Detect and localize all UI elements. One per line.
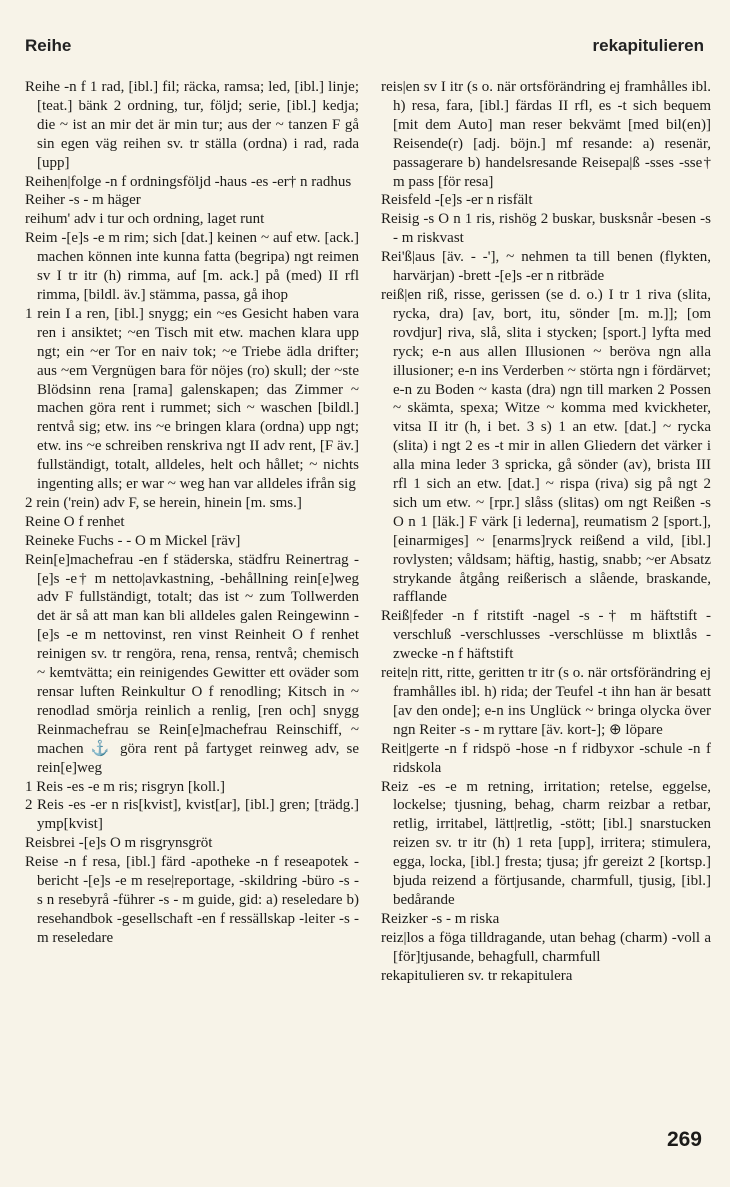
entry-reizker: Reizker -s - m riska [381, 910, 500, 927]
entry-reisig: Reisig -s O n 1 ris, rishög 2 buskar, busksnår -besen -s - m riskvast [381, 211, 711, 247]
entry-reiz: Reiz -es -e m retning, irritation; retelse, eggelse, lockelse; tjusning, behag, charm reizbar a retbar, retlig, irritabel, lätt|retlig, -stött; [ibl.] snarstucken reizen sv. tr itr (h) 1 reta [upp], irritera; stimulera, egga, locka, [ibl.] fresta; tjusa; jfr gereizt 2 [kortsp.] bjuda reizend a förtjusande, charmfull, tjusig, [ibl.] bedårande [381, 778, 711, 908]
entry-reisen: reis|en sv I itr (s o. när ortsförändring ej framhålles ibl. h) resa, fara, [ibl.] färdas II rfl, es -t sich bequem [mit dem Auto] man reser bekvämt [med bil(en)] Reisende(r) [adj. böjn.] mf resande: a) resenär, passagerare b) handelsresande Reisepa|ß -sses -sse† m pass [för resa] [381, 79, 711, 190]
entry-reine: Reine O f renhet [25, 513, 125, 530]
entry-reis-1: 1 Reis -es -e m ris; risgryn [koll.] [25, 778, 225, 795]
entry-reissfeder: Reiß|feder -n f ritstift -nagel -s -† m häftstift -verschluß -verschlusses -verschlüsse m blixtlås -zwecke -n f häftstift [381, 608, 711, 663]
entry-reis-2: 2 Reis -es -er n ris[kvist], kvist[ar], [ibl.] gren; [trädg.] ymp[kvist] [25, 797, 359, 833]
entry-rein-1: 1 rein I a ren, [ibl.] snygg; ein ~es Gesicht haben vara ren i ansiktet; ~en Tisch mit etw. machen klara upp ngt; ein ~er Tor en naiv tok; ~e Triebe ädla drifter; aus ~em Vergnügen bara för nöjes (ro) skull; der ~ste Blödsinn rena [rama] galenskapen; das Zimmer ~ machen göra rent i rummet; sich ~ waschen [bildl.] rentvå sig; etw. ins ~e bringen klara (ordna) upp ngt; etw. ins ~e schreiben renskriva ngt II adv rent, [F äv.] fullständigt, totalt, alldeles, helt och hållet; ~ nichts ingenting alls; er war ~ weg han var alldeles ifrån sig [25, 305, 359, 493]
entry-reisfeld: Reisfeld -[e]s -er n risfält [381, 192, 533, 209]
entry-reise: Reise -n f resa, [ibl.] färd -apotheke -n f reseapotek -bericht -[e]s -e m rese|reportage, -skildring -büro -s -s n resebyrå -führer -s - m guide, gid: a) reseledare b) resehandbok -gesellschaft -en f ressällskap -leiter -s - m reseledare [25, 854, 359, 946]
entry-reissen: reiß|en riß, risse, gerissen (se d. o.) I tr 1 riva (slita, rycka, dra) [av, bort, itu, sönder [m. m.]]; [om rovdjur] riva, slå, slita i stycken; [sport.] lyfta med ryck; e-n aus allen Illusionen ~ beröva ngn alla illusioner; e-n ins Verderben ~ störta ngn i fördärvet; e-n zu Boden ~ kasta (dra) ngn till marken 2 Possen ~ skämta, spexa; Witze ~ komma med kvickheter, vitsa II itr (h, i bet. 3 s) 1 an etw. [dat.] ~ rycka (slita) i ngt 2 es -t mir in allen Gliedern det värker i alla mina leder 3 spricka, gå sönder (av), brista III rfl 1 sich an etw. [dat.] ~ rispa (riva) sig på ngt 2 sich um etw. ~ [rpr.] slåss (slitas) om ngt Reißen -s O n 1 [läk.] F värk [i lederna], reumatism 2 [sport.], [einarmiges] ~ [enarms]ryck reißend a vild, [ibl.] rovlysten; våldsam; häftig, hastig, snabb; ~er Absatz strykande åtgång reißerisch a slående, braskande, rafflande [381, 286, 711, 606]
entry-reizlos: reiz|los a föga tilldragande, utan behag (charm) -voll a [för]tjusande, behagfull, charmfull [381, 929, 711, 965]
left-column [25, 78, 359, 948]
entry-rekapitulieren: rekapitulieren sv. tr rekapitulera [381, 967, 573, 984]
entry-reim: Reim -[e]s -e m rim; sich [dat.] keinen ~ auf etw. [ack.] machen können inte kunna fatta (begripa) ngt reimen sv I tr itr (h) rimma, auf [m. ack.] på (med) II rfl rimma, [bildl. äv.] stämma, passa, gå ihop [25, 230, 359, 303]
entry-rein-2: 2 rein ('rein) adv F, se herein, hinein [m. sms.] [25, 494, 302, 511]
right-column [381, 78, 711, 986]
entry-reinemachefrau: Rein[e]machefrau -en f städerska, städfru Reinertrag -[e]s -e† m netto|avkastning, -behållning rein[e]weg adv F fullständigt, totalt; das ist ~ zum Tollwerden det är så att man kan bli alldeles galen Reingewinn -[e]s -e m nettovinst, ren vinst Reinheit O f renhet reinigen sv. tr rengöra, rena, rensa, rentvå; chemisch ~ kemtvätta; ein reinigendes Gewitter ett oväder som rensar luften Reinkultur O f renodling; Kitsch in ~ renodlad smörja reinlich a renlig, [ren och] snygg Reinmachefrau se Rein[e]machefrau Reinschiff, ~ machen ⚓ göra rent på fartyget reinweg adv, se rein[e]weg [25, 551, 359, 776]
entry-reihum: reihum' adv i tur och ordning, laget runt [25, 211, 265, 228]
entry-reiten: reite|n ritt, ritte, geritten tr itr (s o. när ortsförändring ej framhålles ibl. h) rida; der Teufel -t ihn han är besatt [av den onde]; e-n ins Unglück ~ bringa olycka över ngn Reiter -s - m ryttare [äv. kort-]; ⊕ löpare [381, 665, 711, 738]
entry-reitgerte: Reit|gerte -n f ridspö -hose -n f ridbyxor -schule -n f ridskola [381, 740, 711, 776]
entry-reissaus: Rei'ß|aus [äv. - -'], ~ nehmen ta till benen (flykten, harvärjan) -brett -[e]s -er n ritbräde [381, 249, 711, 285]
page-number: 269 [666, 1128, 702, 1151]
entry-reihenfolge: Reihen|folge -n f ordningsföljd -haus -es -er† n radhus [25, 173, 352, 190]
entry-reiher: Reiher -s - m häger [25, 192, 141, 209]
entry-reineke-fuchs: Reineke Fuchs - - O m Mickel [räv] [25, 532, 241, 549]
running-head-left: Reihe [25, 36, 72, 55]
entry-reihe: Reihe -n f 1 rad, [ibl.] fil; räcka, ramsa; led, [ibl.] linje; [teat.] bänk 2 ordning, tur, följd; serie, [ibl.] kedja; die ~ ist an mir det är min tur; aus der ~ tanzen F gå sin egen väg reihen sv. tr ställa (ordna) i rad, rada [upp] [25, 79, 359, 171]
running-head-right: rekapitulieren [592, 36, 704, 55]
entry-reisbrei: Reisbrei -[e]s O m risgrynsgröt [25, 835, 213, 852]
